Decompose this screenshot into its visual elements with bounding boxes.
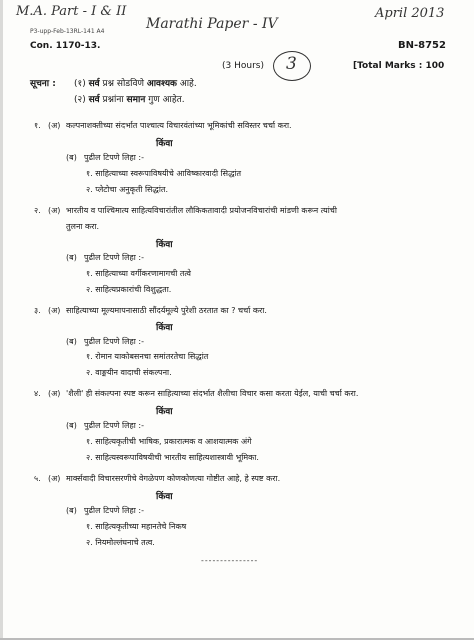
instruction-1-post: आहे. — [176, 79, 197, 89]
q2-a-text: भारतीय व पाश्चिमात्य साहित्यविचारांतील लौकिकतावादी प्रयोजनविचारांची मांडणी करून त्यांची — [66, 206, 337, 215]
q1-b-text: पुढील टिपणे लिहा :- — [84, 153, 145, 162]
end-of-paper-mark: --------------- — [200, 556, 258, 565]
handwritten-course: M.A. Part - I & II — [16, 4, 127, 19]
con-number: Con. 1170-13. — [30, 41, 101, 51]
handwritten-date: April 2013 — [375, 6, 445, 21]
q3-b-text: पुढील टिपणे लिहा :- — [84, 337, 145, 346]
q5-number: ५. — [34, 474, 41, 483]
bn-number: BN-8752 — [398, 40, 446, 51]
q2-b1: १. साहित्याच्या वर्गीकरणामागची तत्वे — [86, 269, 191, 278]
q4-number: ४. — [34, 389, 41, 398]
q3-a-text: साहित्याच्या मूल्यमापनासाठी सौंदर्यमूल्ये पुरेशी ठरतात का ? चर्चा करा. — [66, 306, 267, 315]
q2-a-text-cont: तुलना करा. — [66, 222, 100, 231]
q3-or: किंवा — [156, 323, 173, 333]
q4-b1: १. साहित्यकृतीची भाषिक, प्रकारात्मक व आशयात्मक अंगे — [86, 437, 252, 446]
handwritten-circled-number: 3 — [286, 54, 297, 74]
q5-a-label: (अ) — [48, 474, 61, 483]
instruction-1 — [74, 76, 197, 89]
q1-a-label: (अ) — [48, 121, 61, 130]
q5-or: किंवा — [156, 492, 173, 502]
q1-b1: १. साहित्याच्या स्वरूपाविषयीचे आविष्कारवादी सिद्धांत — [86, 169, 242, 178]
q4-b-text: पुढील टिपणे लिहा :- — [84, 421, 145, 430]
q3-b2: २. वाङ्मयीन वादाची संकल्पना. — [86, 368, 172, 377]
q4-b2: २. साहित्यस्वरूपाविषयीची भारतीय साहित्यशास्त्रावी भूमिका. — [86, 453, 259, 462]
q4-a-label: (अ) — [48, 389, 61, 398]
total-marks: [Total Marks : 100 — [353, 61, 445, 71]
q1-a-text: कल्पनाशक्तीच्या संदर्भात पाश्चात्य विचारवंतांच्या भूमिकांची सविस्तर चर्चा करा. — [66, 121, 292, 130]
q3-b1: १. रोमान याकोबसनचा समांतरतेचा सिद्धांत — [86, 352, 209, 361]
q3-number: ३. — [34, 306, 41, 315]
instruction-1-num: (१) — [74, 79, 86, 89]
q2-b-text: पुढील टिपणे लिहा :- — [84, 253, 145, 262]
instruction-2 — [74, 92, 185, 105]
instruction-1-bold: सर्व — [88, 79, 100, 89]
duration: (3 Hours) — [222, 61, 264, 71]
q3-a-label: (अ) — [48, 306, 61, 315]
instruction-2-bold: सर्व — [88, 95, 100, 105]
q2-b-label: (ब) — [66, 253, 77, 262]
handwritten-title: Marathi Paper - IV — [146, 16, 278, 32]
q4-b-label: (ब) — [66, 421, 77, 430]
instruction-1-bold2: आवश्यक — [146, 79, 177, 89]
q5-b-text: पुढील टिपणे लिहा :- — [84, 506, 145, 515]
instruction-2-post: गुण आहेत. — [145, 95, 185, 105]
q5-b2: २. नियमोल्लंघनाचे तत्व. — [86, 538, 155, 547]
instruction-2-num: (२) — [74, 95, 86, 105]
q5-b-label: (ब) — [66, 506, 77, 515]
q4-a-text: 'शैली' ही संकल्पना स्पष्ट करून साहित्याच्या संदर्भात शैलीचा विचार कसा करता येईल, याची चर्चा करा. — [66, 389, 359, 398]
q1-number: १. — [34, 121, 41, 130]
q2-number: २. — [34, 206, 41, 215]
instruction-1-mid: प्रश्न सोडविणे — [99, 79, 147, 89]
q2-b2: २. साहित्यप्रकारांची विशुद्धता. — [86, 285, 172, 294]
q2-a-label: (अ) — [48, 206, 61, 215]
q1-or: किंवा — [156, 139, 173, 149]
q1-b2: २. प्लेटोचा अनुकृती सिद्धांत. — [86, 185, 168, 194]
scan-edge-shadow — [0, 0, 3, 640]
q3-b-label: (ब) — [66, 337, 77, 346]
print-code: P3-upp-Feb-13RL-141 A4 — [30, 28, 105, 35]
instruction-2-mid: प्रश्नांना — [99, 95, 127, 105]
instructions-label: सूचना : — [30, 79, 56, 89]
q5-b1: १. साहित्यकृतीच्या महानतेचे निकष — [86, 522, 187, 531]
instruction-2-bold2: समान — [126, 95, 146, 105]
q2-or: किंवा — [156, 240, 173, 250]
q4-or: किंवा — [156, 407, 173, 417]
q1-b-label: (ब) — [66, 153, 77, 162]
q5-a-text: मार्क्सवादी विचारसरणीचे वेगळेपण कोणकोणत्या गोष्टीत आहे, हे स्पष्ट करा. — [66, 474, 281, 483]
